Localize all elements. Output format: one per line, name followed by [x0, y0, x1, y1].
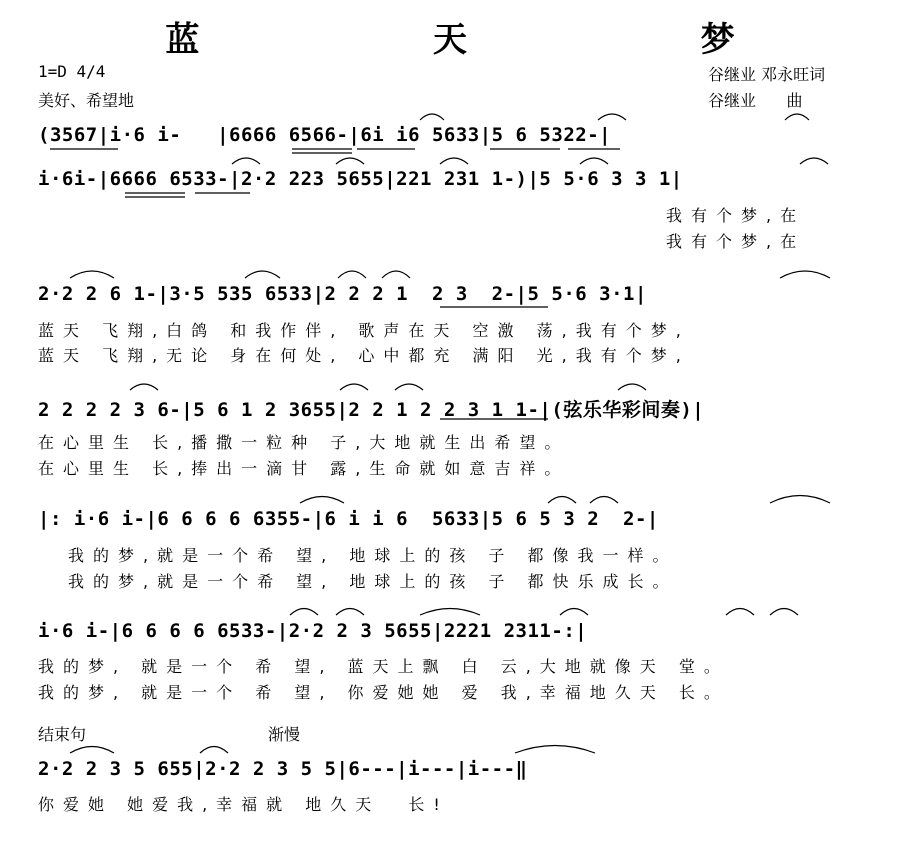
- lyric-line-5a: 我的梦,就是一个希 望, 地球上的孩 子 都像我一样。: [68, 546, 678, 565]
- notation-line-1: (3567|i·6 i- |6666 6566-|6i i6 5633|5 6 5322-|: [38, 124, 612, 146]
- lyric-line-3a: 蓝天 飞翔,白鸽 和我作伴, 歌声在天 空激 荡,我有个梦,: [38, 321, 690, 340]
- mood-marking: 美好、希望地: [38, 91, 135, 110]
- key-time-signature: 1=D 4/4: [38, 62, 106, 81]
- lyric-line-4a: 在心里生 长,播撒一粒种 子,大地就生出希望。: [38, 433, 570, 452]
- notation-line-7: 2·2 2 3 5 655|2·2 2 3 5 5|6---|i---|i---‖: [38, 758, 528, 780]
- lyric-line-6b: 我的梦, 就是一个 希 望, 你爱她她 爱 我,幸福地久天 长。: [38, 683, 729, 702]
- lyric-line-2b: 我有个梦,在: [666, 232, 806, 251]
- lyric-line-7a: 你爱她 她爱我,幸福就 地久天 长!: [38, 795, 449, 814]
- notation-line-4: 2 2 2 2 3 6-|5 6 1 2 3655|2 2 1 2 2 3 1 1-|(弦乐华彩间奏)|: [38, 399, 705, 421]
- ending-label: 结束句: [38, 725, 87, 744]
- lyric-line-5b: 我的梦,就是一个希 望, 地球上的孩 子 都快乐成长。: [68, 572, 678, 591]
- notation-line-6: i·6 i-|6 6 6 6 6533-|2·2 2 3 5655|2221 2311-:|: [38, 620, 588, 642]
- composer-credit: 谷继业 曲: [708, 91, 803, 110]
- lyric-line-2a: 我有个梦,在: [666, 206, 806, 225]
- song-title: 蓝 天 梦: [165, 20, 805, 60]
- lyric-line-6a: 我的梦, 就是一个 希 望, 蓝天上飘 白 云,大地就像天 堂。: [38, 657, 729, 676]
- notation-line-3: 2·2 2 6 1-|3·5 535 6533|2 2 2 1 2 3 2-|5 5·6 3·1|: [38, 283, 647, 305]
- notation-line-5: |: i·6 i-|6 6 6 6 6355-|6 i i 6 5633|5 6 5 3 2 2-|: [38, 508, 659, 530]
- lyric-line-4b: 在心里生 长,捧出一滴甘 露,生命就如意吉祥。: [38, 459, 570, 478]
- lyric-line-3b: 蓝天 飞翔,无论 身在何处, 心中都充 满阳 光,我有个梦,: [38, 346, 690, 365]
- notation-line-2: i·6i-|6666 6533-|2·2 223 5655|221 231 1-)|5 5·6 3 3 1|: [38, 168, 683, 190]
- lyricist-credit: 谷继业 邓永旺词: [708, 65, 826, 84]
- tempo-marking: 渐慢: [268, 725, 301, 744]
